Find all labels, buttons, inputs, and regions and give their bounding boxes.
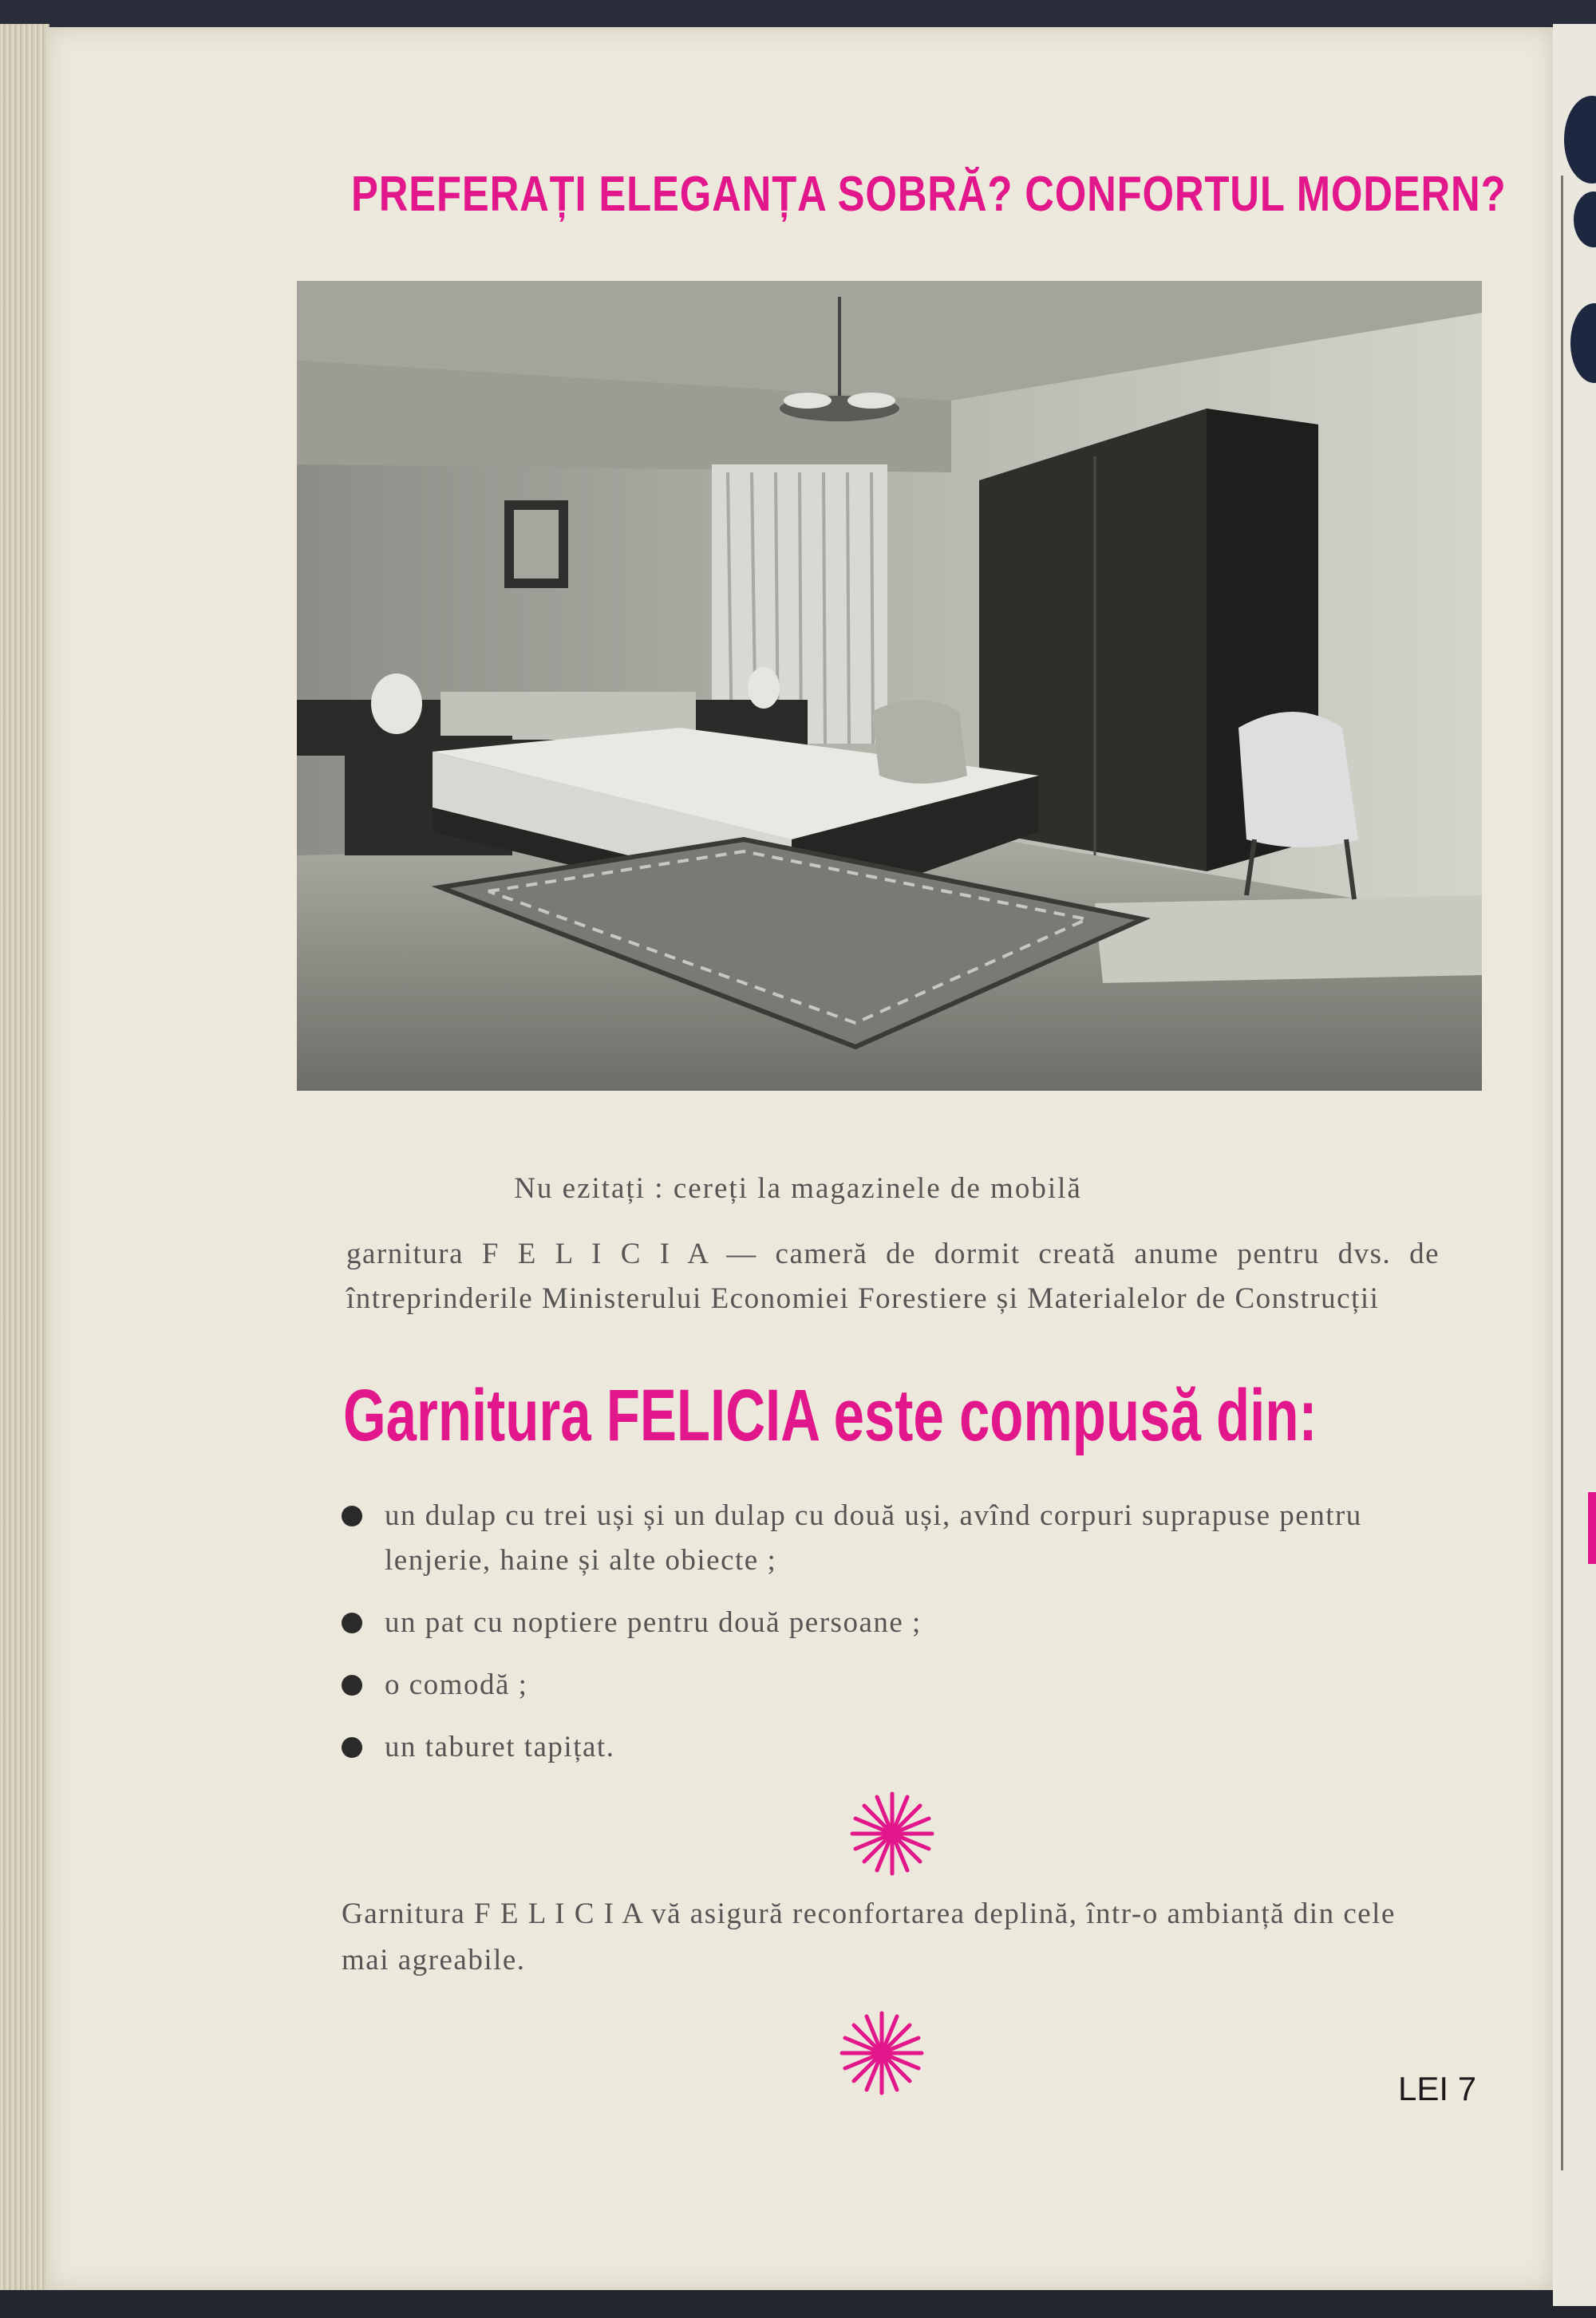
bedroom-photo	[297, 281, 1482, 1091]
list-item	[342, 1494, 1443, 1583]
intro-line: Nu ezitați : cereți la magazinele de mobilă	[514, 1172, 1082, 1205]
list-item-text: un taburet tapițat.	[385, 1731, 615, 1763]
composition-list	[342, 1494, 1443, 1787]
bullet-icon	[342, 1506, 362, 1526]
starburst-icon	[848, 1790, 936, 1878]
starburst-icon	[838, 2009, 926, 2097]
headline: PREFERAȚI ELEGANȚA SOBRĂ? CONFORTUL MODERN?	[351, 167, 1507, 222]
adjacent-page-tab	[1588, 1492, 1596, 1564]
price-label: LEI 7	[1398, 2070, 1477, 2107]
closing-paragraph: Garnitura F E L I C I A vă asigură reconfortarea deplină, într-o ambianță din cele mai agreabile.	[342, 1897, 1396, 1976]
composition-heading: Garnitura FELICIA este compusă din:	[343, 1375, 1317, 1456]
list-item	[342, 1601, 1443, 1645]
list-item-text: un dulap cu trei uși și un dulap cu două uși, avînd corpuri suprapuse pentru lenjerie, haine și alte obiecte ;	[385, 1499, 1362, 1577]
list-item	[342, 1725, 1443, 1770]
list-item-text: un pat cu noptiere pentru două persoane ;	[385, 1606, 922, 1639]
list-item	[342, 1663, 1443, 1708]
binding-top-edge	[0, 0, 1596, 30]
intro-paragraph: garnitura F E L I C I A — cameră de dormit creată anume pentru dvs. de întreprinderile Ministerului Economiei Forestiere și Materialelor de Construcții	[346, 1238, 1440, 1315]
bullet-icon	[342, 1737, 362, 1758]
bullet-icon	[342, 1613, 362, 1633]
list-item-text: o comodă ;	[385, 1668, 528, 1701]
page-edges	[0, 24, 49, 2290]
bullet-icon	[342, 1675, 362, 1696]
